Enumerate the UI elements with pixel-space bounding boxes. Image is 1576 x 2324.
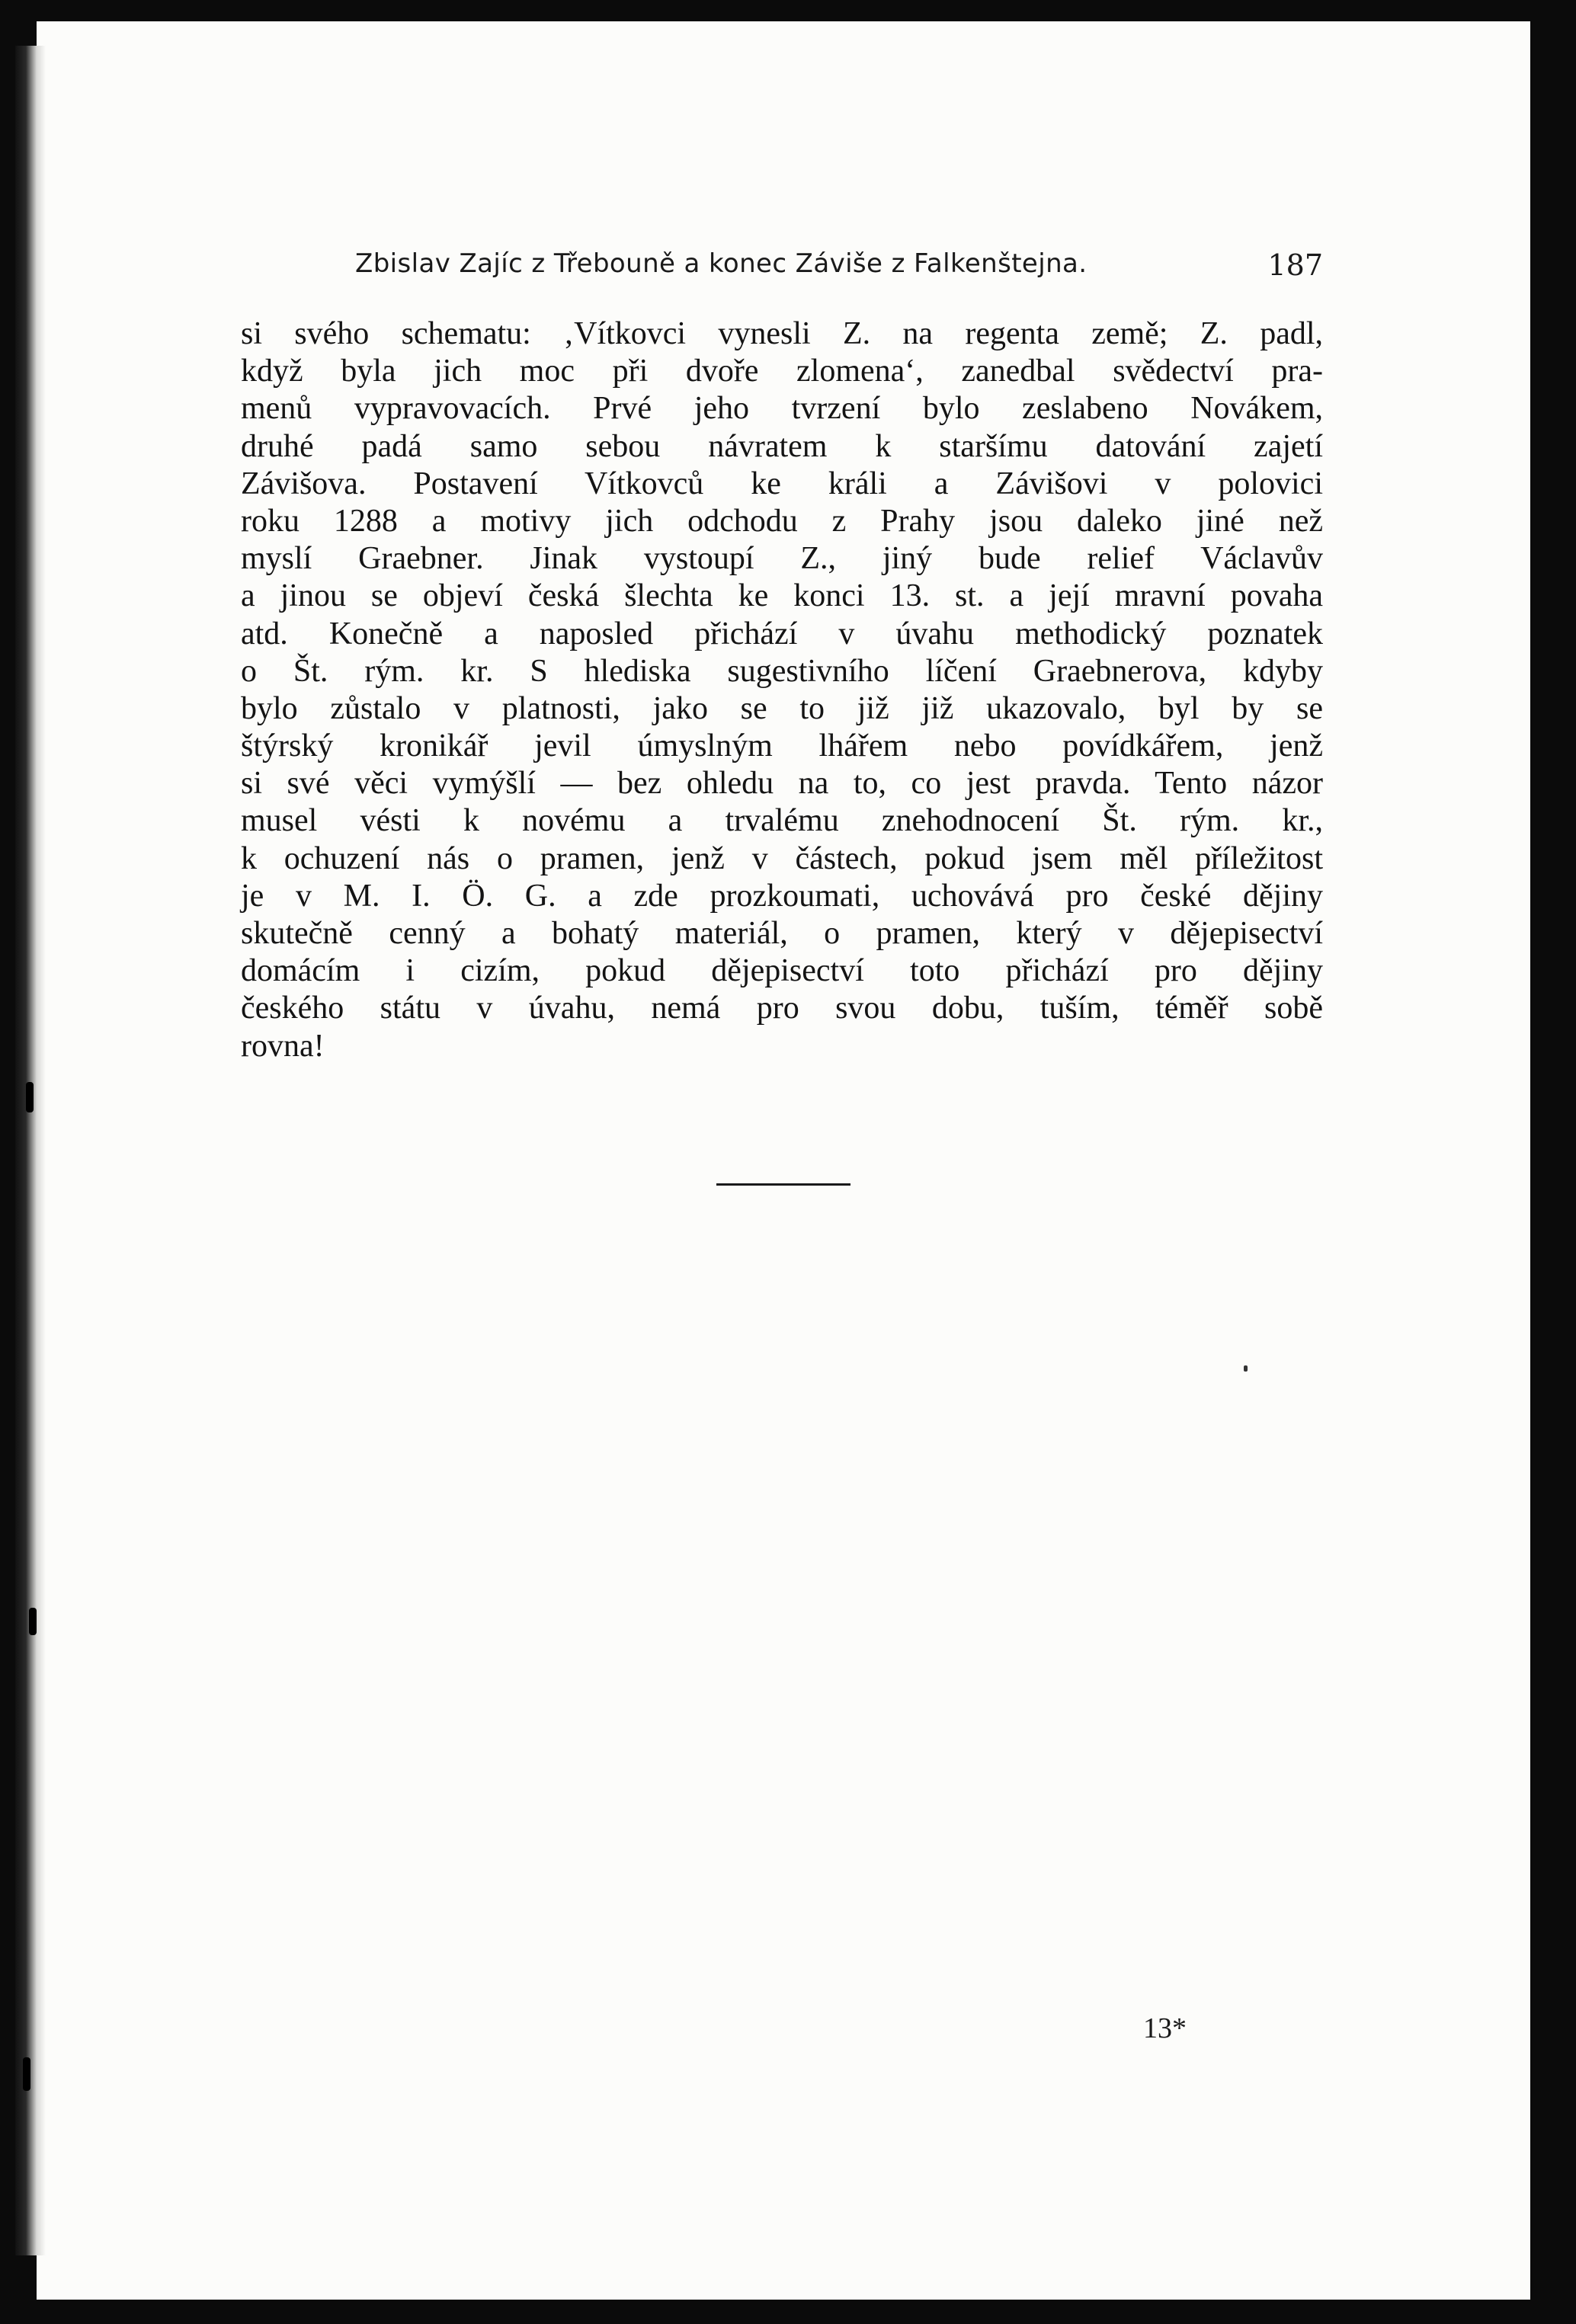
text-line: bylo zůstalo v platnosti, jako se to již již ukazovalo, byl by se <box>241 690 1323 726</box>
text-line: když byla jich moc při dvoře zlomena‘, zanedbal svědectví pra- <box>241 354 1323 389</box>
edge-mark <box>23 2057 30 2091</box>
paper-speck <box>1244 1365 1248 1372</box>
edge-mark <box>29 1608 37 1635</box>
text-line: o Št. rým. kr. S hlediska sugestivního líčení Graebnerova, kdyby <box>241 653 1323 689</box>
binding-edge <box>15 46 46 2255</box>
text-line: menů vypravovacích. Prvé jeho tvrzení bylo zeslabeno Novákem, <box>241 391 1323 427</box>
section-end-rule <box>716 1183 850 1186</box>
text-line: druhé padá samo sebou návratem k staršímu datování zajetí <box>241 428 1323 464</box>
text-line: atd. Konečně a naposled přichází v úvahu methodický poznatek <box>241 616 1323 651</box>
running-title: Zbislav Zajíc z Třebouně a konec Záviše z Falkenštejna. <box>355 248 1088 279</box>
running-head <box>355 248 1323 294</box>
text-line-last: rovna! <box>241 1028 325 1064</box>
text-line: Závišova. Postavení Vítkovců ke králi a Závišovi v polovici <box>241 466 1323 501</box>
text-line: k ochuzení nás o pramen, jenž v částech, pokud jsem měl příležitost <box>241 840 1323 876</box>
text-line: myslí Graebner. Jinak vystoupí Z., jiný bude relief Václavův <box>241 541 1323 577</box>
edge-mark <box>26 1082 34 1112</box>
text-line: si své věci vymýšlí — bez ohledu na to, co jest pravda. Tento názor <box>241 766 1323 802</box>
text-line: roku 1288 a motivy jich odchodu z Prahy jsou daleko jiné než <box>241 503 1323 539</box>
text-line: skutečně cenný a bohatý materiál, o pramen, který v dějepisectví <box>241 916 1323 951</box>
text-line: českého státu v úvahu, nemá pro svou dobu, tuším, téměř sobě <box>241 991 1323 1026</box>
body-text <box>241 315 1323 1065</box>
text-line: domácím i cizím, pokud dějepisectví toto přichází pro dějiny <box>241 953 1323 989</box>
text-line: a jinou se objeví česká šlechta ke konci 13. st. a její mravní povaha <box>241 578 1323 614</box>
text-line: musel vésti k novému a trvalému znehodnocení Št. rým. kr., <box>241 803 1323 839</box>
page-number: 187 <box>1267 248 1323 282</box>
text-line: štýrský kronikář jevil úmyslným lhářem nebo povídkářem, jenž <box>241 728 1323 764</box>
signature-mark: 13* <box>1143 2012 1187 2044</box>
text-line: si svého schematu: ‚Vítkovci vynesli Z. na regenta země; Z. padl, <box>241 316 1323 351</box>
text-line: je v M. I. Ö. G. a zde prozkoumati, uchovává pro české dějiny <box>241 878 1323 914</box>
